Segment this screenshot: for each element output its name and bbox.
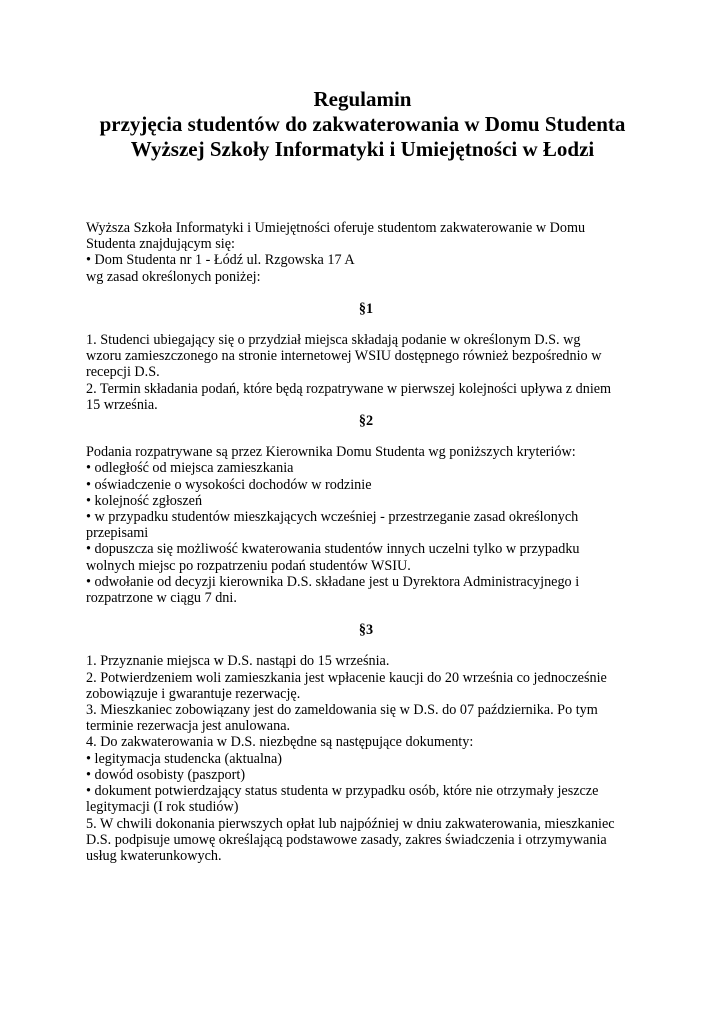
section-3-line: 4. Do zakwaterowania w D.S. niezbędne są następujące dokumenty: (86, 734, 474, 751)
intro (86, 220, 646, 285)
section-2-line: • dopuszcza się możliwość kwaterowania studentów innych uczelni tylko w przypadku (86, 541, 580, 558)
section-2 (86, 444, 646, 606)
document-title (0, 87, 725, 162)
section-3-line: • legitymacja studencka (aktualna) (86, 750, 283, 767)
section-2-line: Podania rozpatrywane są przez Kierownika Domu Studenta wg poniższych kryteriów: (86, 444, 576, 461)
section-3-line: usług kwaterunkowych. (86, 847, 222, 864)
title-line-3: Wyższej Szkoły Informatyki i Umiejętności w Łodzi (130, 137, 595, 161)
section-3-line: • dowód osobisty (paszport) (86, 766, 246, 783)
section-3 (86, 653, 646, 864)
section-2-line: • odwołanie od decyzji kierownika D.S. składane jest u Dyrektora Administracyjnego i (86, 573, 580, 590)
section-1 (86, 332, 646, 413)
section-2-line: • oświadczenie o wysokości dochodów w rodzinie (86, 476, 372, 493)
document-body (86, 220, 646, 864)
section-1-line: 2. Termin składania podań, które będą rozpatrywane w pierwszej kolejności upływa z dniem (86, 380, 612, 397)
section-3-line: 3. Mieszkaniec zobowiązany jest do zameldowania się w D.S. do 07 października. Po tym (86, 702, 598, 719)
title-line-1: Regulamin (313, 87, 412, 111)
section-3-line: 5. W chwili dokonania pierwszych opłat lub najpóźniej w dniu zakwaterowania, mieszkaniec (86, 815, 615, 832)
section-1-line: recepcji D.S. (86, 364, 160, 381)
section-3-line: 2. Potwierdzeniem woli zamieszkania jest wpłacenie kaucji do 20 września co jednocześnie (86, 669, 607, 686)
section-3-line: • dokument potwierdzający status studenta w przypadku osób, które nie otrzymały jeszcze (86, 783, 599, 800)
section-2-line: • odległość od miejsca zamieszkania (86, 460, 294, 477)
section-3-line: zobowiązuje i gwarantuje rezerwację. (86, 685, 301, 702)
section-2-line: • w przypadku studentów mieszkających wcześniej - przestrzeganie zasad określonych (86, 509, 579, 526)
section-2-heading: §2 (358, 413, 374, 430)
section-3-line: 1. Przyznanie miejsca w D.S. nastąpi do 15 września. (86, 653, 390, 670)
intro-line: wg zasad określonych poniżej: (86, 268, 261, 285)
intro-bullet: • Dom Studenta nr 1 - Łódź ul. Rzgowska 17 A (86, 252, 355, 269)
section-3-line: D.S. podpisuje umowę określającą podstawowe zasady, zakres świadczenia i otrzymywania (86, 831, 607, 848)
section-1-heading: §1 (358, 300, 374, 317)
section-3-heading: §3 (358, 622, 374, 639)
section-1-line: 15 września. (86, 396, 158, 413)
intro-line: Studenta znajdującym się: (86, 236, 235, 253)
section-2-line: wolnych miejsc po rozpatrzeniu podań studentów WSIU. (86, 557, 411, 574)
intro-line: Wyższa Szkoła Informatyki i Umiejętności oferuje studentom zakwaterowanie w Domu (86, 220, 586, 236)
title-line-2: przyjęcia studentów do zakwaterowania w Domu Studenta (99, 112, 626, 136)
section-2-line: przepisami (86, 525, 149, 542)
section-1-line: wzoru zamieszczonego na stronie internetowej WSIU dostępnego również bezpośrednio w (86, 348, 602, 365)
section-2-line: rozpatrzone w ciągu 7 dni. (86, 590, 237, 607)
section-3-line: legitymacji (I rok studiów) (86, 799, 239, 816)
section-3-line: terminie rezerwacja jest anulowana. (86, 718, 291, 735)
section-2-line: • kolejność zgłoszeń (86, 492, 203, 509)
section-1-line: 1. Studenci ubiegający się o przydział miejsca składają podanie w określonym D.S. wg (86, 332, 581, 349)
